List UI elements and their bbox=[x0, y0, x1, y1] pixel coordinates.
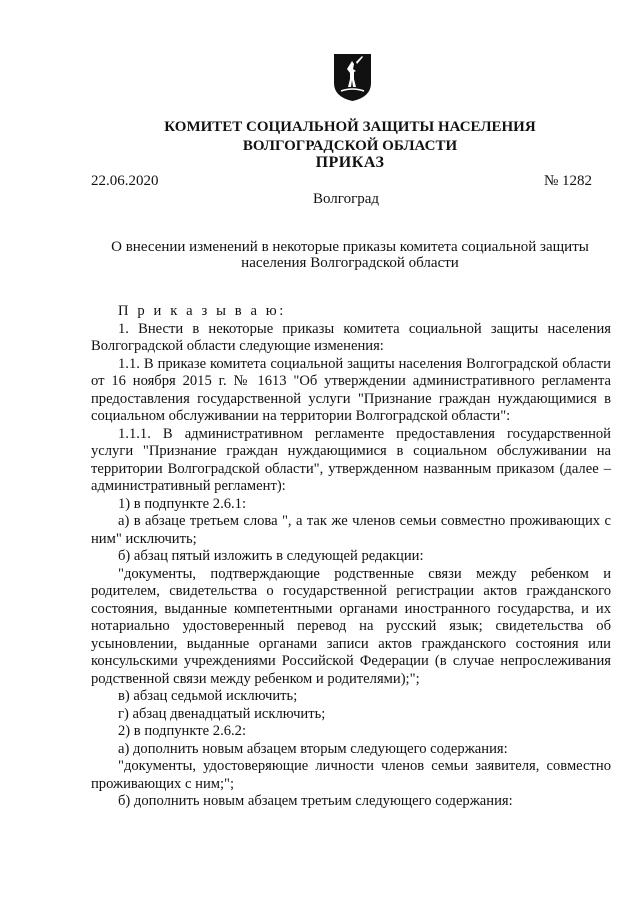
paragraph: 1.1. В приказе комитета социальной защиты населения Волгоградской области от 16 ноября 2015 г. № 1613 "Об утверждении административного регламента предоставления государственной услуги "Признание граждан нуждающимися в социальном обслуживании на территории Волгоградской области": bbox=[91, 355, 611, 424]
coat-of-arms-icon bbox=[333, 53, 372, 102]
paragraph: а) в абзаце третьем слова ", а так же членов семьи совместно проживающих с ним" исключить; bbox=[91, 513, 611, 547]
subject-line2: населения Волгоградской области bbox=[241, 255, 459, 271]
document-type: ПРИКАЗ bbox=[315, 154, 385, 171]
document-body bbox=[91, 303, 611, 811]
document-date: 22.06.2020 bbox=[91, 173, 159, 189]
paragraph: б) абзац пятый изложить в следующей редакции: bbox=[118, 548, 424, 564]
paragraph: 1. Внести в некоторые приказы комитета социальной защиты населения Волгоградской области следующие изменения: bbox=[91, 320, 611, 354]
paragraph: г) абзац двенадцатый исключить; bbox=[118, 705, 326, 722]
document-number: № 1282 bbox=[544, 173, 593, 189]
paragraph-order: П р и к а з ы в а ю: bbox=[118, 303, 286, 319]
paragraph: 1.1.1. В административном регламенте предоставления государственной услуги "Признание граждан нуждающимися в социальном обслуживании на территории Волгоградской области", утвержденном названным приказом (далее – административный регламент): bbox=[91, 425, 611, 494]
paragraph: "документы, подтверждающие родственные связи между ребенком и родителем, свидетельства о государственной регистрации актов гражданского состояния, выданные компетентными органами иностранного государства, и их нотариально удостоверенный перевод на русский язык; свидетельства об усыновлении, выданные органами записи актов гражданского состояния или консульскими учреждениями Российской Федерации (в случае непрослеживания родственной связи между ребенком и родителями);"; bbox=[91, 565, 611, 687]
paragraph: 1) в подпункте 2.6.1: bbox=[118, 495, 247, 512]
subject-line1: О внесении изменений в некоторые приказы комитета социальной защиты bbox=[111, 239, 589, 255]
paragraph: а) дополнить новым абзацем вторым следующего содержания: bbox=[118, 740, 508, 757]
org-name-line1: КОМИТЕТ СОЦИАЛЬНОЙ ЗАЩИТЫ НАСЕЛЕНИЯ bbox=[164, 119, 536, 135]
paragraph: "документы, удостоверяющие личности членов семьи заявителя, совместно проживающих с ним;"; bbox=[91, 758, 611, 792]
document-city: Волгоград bbox=[313, 191, 380, 207]
paragraph: в) абзац седьмой исключить; bbox=[118, 688, 298, 704]
document-subject bbox=[105, 239, 595, 271]
paragraph: 2) в подпункте 2.6.2: bbox=[118, 723, 247, 739]
org-name-line2: ВОЛГОГРАДСКОЙ ОБЛАСТИ bbox=[242, 138, 458, 154]
paragraph: б) дополнить новым абзацем третьим следующего содержания: bbox=[118, 793, 513, 809]
